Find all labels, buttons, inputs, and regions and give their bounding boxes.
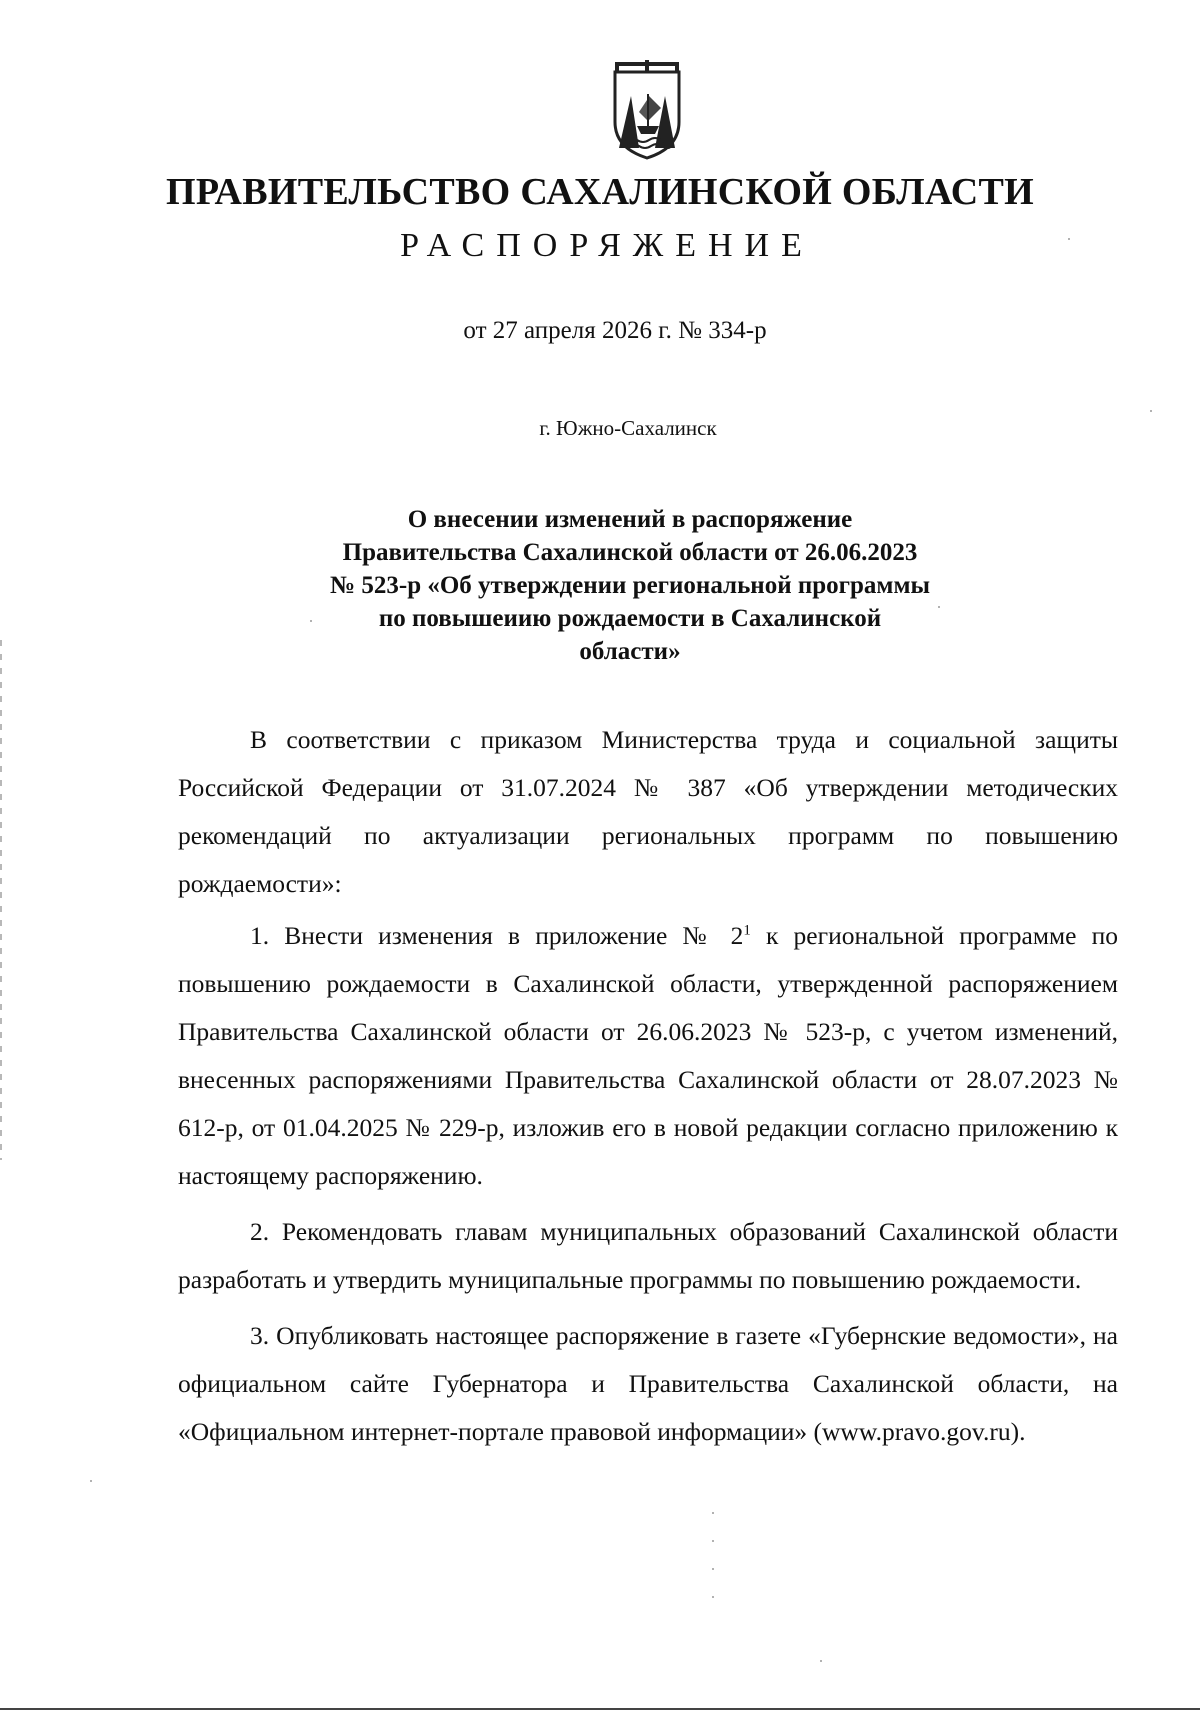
item-2-paragraph: 2. Рекомендовать главам муниципальных образований Сахалинской области разработать и утвердить муниципальные программы по повышению рождаемости.: [178, 1217, 1118, 1294]
document-type: РАСПОРЯЖЕНИЕ: [400, 227, 814, 264]
item-1-text-end: к региональной программе по повышению рождаемости в Сахалинской области, утвержденной распоряжением Правительства Сахалинской области от 26.06.2023 № 523-р, с учетом изменений, внесенных распоряжениями Правительства Сахалинской области от 28.07.2023 № 612-р, от 01.04.2025 № 229-р, изложив его в новой редакции согласно приложению к настоящему распоряжению.: [178, 921, 1118, 1190]
scan-speck: [938, 606, 940, 608]
sakhalin-coat-of-arms-icon: [601, 60, 693, 160]
scan-speck: [310, 620, 312, 622]
scan-speck: [712, 1540, 714, 1542]
subject-line: Правительства Сахалинской области от 26.06.2023: [342, 539, 918, 566]
scan-speck: [712, 1512, 714, 1514]
scan-speck: [1150, 410, 1152, 412]
organization-title: ПРАВИТЕЛЬСТВО САХАЛИНСКОЙ ОБЛАСТИ: [166, 171, 1034, 213]
document-place: г. Южно-Сахалинск: [539, 416, 717, 440]
scan-speck: [820, 1660, 822, 1662]
subject-line: по повышеиию рождаемости в Сахалинской: [378, 605, 882, 632]
scan-speck: [712, 1596, 714, 1598]
preamble-paragraph: В соответствии с приказом Министерства труда и социальной защиты Российской Федерации от 31.07.2024 № 387 «Об утверждении методических рекомендаций по актуализации региональных программ по повышению рождаемости»:: [178, 725, 1118, 898]
item-1-text-start: 1. Внести изменения в приложение № 2: [250, 921, 744, 950]
scan-bottom-edge: [0, 1708, 1200, 1710]
scan-speck: [1068, 238, 1070, 240]
subject-line: области»: [579, 638, 681, 665]
subject-line: О внесении изменений в распоряжение: [407, 506, 853, 533]
document-body: [178, 716, 1118, 1464]
scan-speck: [712, 1568, 714, 1570]
item-1-superscript: 1: [743, 922, 751, 939]
document-date-number: от 27 апреля 2026 г. № 334-р: [463, 317, 767, 344]
document-subject: [300, 503, 960, 668]
subject-line: № 523-р «Об утверждении региональной программы: [330, 572, 930, 599]
item-3-paragraph: 3. Опубликовать настоящее распоряжение в газете «Губернские ведомости», на официальном сайте Губернатора и Правительства Сахалинской области, на «Официальном интернет-портале правовой информации» (www.pravo.gov.ru).: [178, 1321, 1118, 1446]
scan-edge-artifact: [0, 640, 2, 1160]
scan-speck: [90, 1480, 92, 1482]
item-1-paragraph: [178, 912, 1118, 1200]
